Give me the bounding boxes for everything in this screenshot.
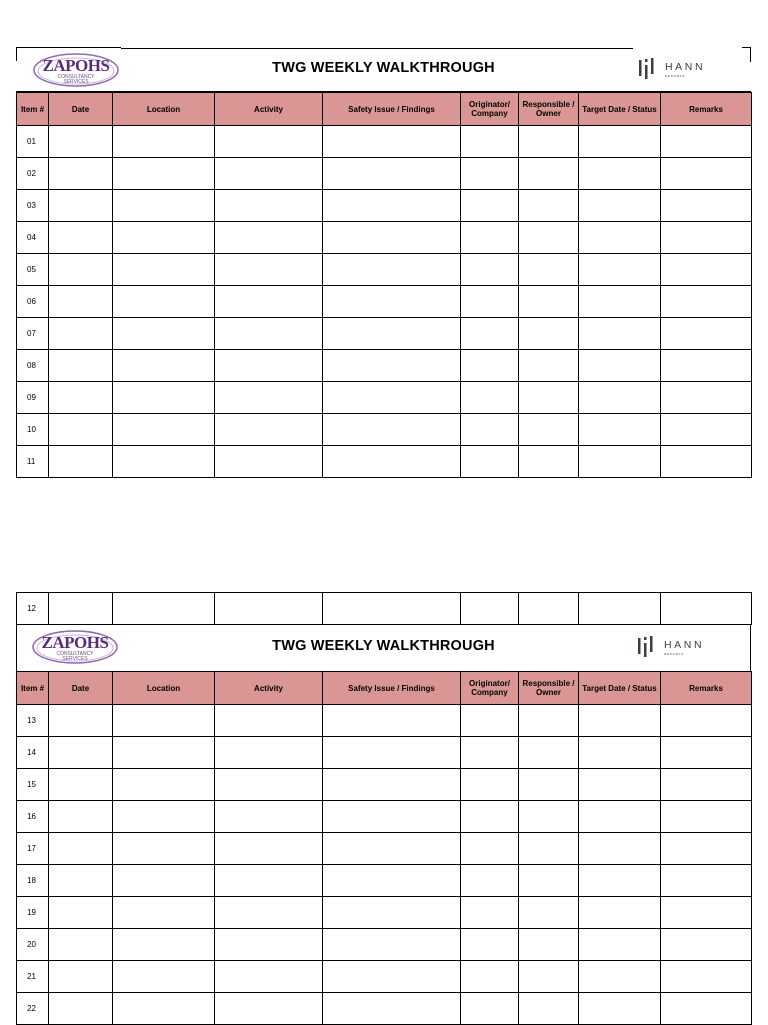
responsible-cell[interactable] <box>519 897 579 929</box>
originator-cell[interactable] <box>461 833 519 865</box>
remarks-cell[interactable] <box>661 705 752 737</box>
originator-cell[interactable] <box>461 865 519 897</box>
safety-issue-cell[interactable] <box>323 769 461 801</box>
target-date-cell[interactable] <box>579 254 661 286</box>
activity-cell[interactable] <box>215 801 323 833</box>
responsible-cell[interactable] <box>519 705 579 737</box>
col-header-responsible: Responsible / Owner <box>519 93 579 126</box>
date-cell[interactable] <box>49 286 113 318</box>
safety-issue-cell[interactable] <box>323 286 461 318</box>
table-row <box>17 705 752 737</box>
hann-mark-icon <box>636 635 660 659</box>
responsible-cell[interactable] <box>519 446 579 478</box>
activity-cell[interactable] <box>215 254 323 286</box>
sheet-title: TWG WEEKLY WALKTHROUGH <box>272 60 495 76</box>
table-row <box>17 158 752 190</box>
col-header-originator: Originator/ Company <box>461 93 519 126</box>
activity-cell[interactable] <box>215 593 323 625</box>
originator-cell[interactable] <box>461 190 519 222</box>
target-date-cell[interactable] <box>579 737 661 769</box>
item-number: 13 <box>17 705 49 737</box>
originator-cell[interactable] <box>461 382 519 414</box>
responsible-cell[interactable] <box>519 801 579 833</box>
safety-issue-cell[interactable] <box>323 190 461 222</box>
location-cell[interactable] <box>113 737 215 769</box>
table-row <box>17 350 752 382</box>
responsible-cell[interactable] <box>519 350 579 382</box>
table-header-row <box>17 672 752 705</box>
item-number: 08 <box>17 350 49 382</box>
location-cell[interactable] <box>113 961 215 993</box>
remarks-cell[interactable] <box>661 769 752 801</box>
responsible-cell[interactable] <box>519 865 579 897</box>
location-cell[interactable] <box>113 446 215 478</box>
location-cell[interactable] <box>113 382 215 414</box>
col-header-item: Item # <box>17 93 49 126</box>
responsible-cell[interactable] <box>519 593 579 625</box>
col-header-activity: Activity <box>215 672 323 705</box>
hann-logo <box>637 57 713 81</box>
originator-cell[interactable] <box>461 593 519 625</box>
activity-cell[interactable] <box>215 190 323 222</box>
col-header-safety-issue: Safety Issue / Findings <box>323 93 461 126</box>
table-row <box>17 961 752 993</box>
responsible-cell[interactable] <box>519 254 579 286</box>
responsible-cell[interactable] <box>519 961 579 993</box>
target-date-cell[interactable] <box>579 705 661 737</box>
item-number: 02 <box>17 158 49 190</box>
item-number: 01 <box>17 126 49 158</box>
activity-cell[interactable] <box>215 382 323 414</box>
col-header-location: Location <box>113 672 215 705</box>
col-header-responsible: Responsible / Owner <box>519 672 579 705</box>
col-header-remarks: Remarks <box>661 672 752 705</box>
target-date-cell[interactable] <box>579 769 661 801</box>
responsible-cell[interactable] <box>519 222 579 254</box>
originator-cell[interactable] <box>461 993 519 1025</box>
hann-logo <box>636 635 712 659</box>
walkthrough-sheet-1 <box>16 47 751 478</box>
originator-cell[interactable] <box>461 737 519 769</box>
col-header-date: Date <box>49 672 113 705</box>
responsible-cell[interactable] <box>519 190 579 222</box>
activity-cell[interactable] <box>215 833 323 865</box>
safety-issue-cell[interactable] <box>323 222 461 254</box>
activity-cell[interactable] <box>215 318 323 350</box>
responsible-cell[interactable] <box>519 833 579 865</box>
originator-cell[interactable] <box>461 897 519 929</box>
remarks-cell[interactable] <box>661 318 752 350</box>
target-date-cell[interactable] <box>579 222 661 254</box>
target-date-cell[interactable] <box>579 801 661 833</box>
hann-logo-subtext: RESORTS <box>664 652 685 656</box>
safety-issue-cell[interactable] <box>323 801 461 833</box>
remarks-cell[interactable] <box>661 158 752 190</box>
location-cell[interactable] <box>113 350 215 382</box>
safety-issue-cell[interactable] <box>323 254 461 286</box>
item-number: 07 <box>17 318 49 350</box>
location-cell[interactable] <box>113 126 215 158</box>
col-header-target-date: Target Date / Status <box>579 93 661 126</box>
date-cell[interactable] <box>49 126 113 158</box>
location-cell[interactable] <box>113 897 215 929</box>
item-number: 19 <box>17 897 49 929</box>
originator-cell[interactable] <box>461 126 519 158</box>
responsible-cell[interactable] <box>519 158 579 190</box>
target-date-cell[interactable] <box>579 158 661 190</box>
date-cell[interactable] <box>49 350 113 382</box>
target-date-cell[interactable] <box>579 446 661 478</box>
location-cell[interactable] <box>113 158 215 190</box>
carryover-table <box>16 592 752 625</box>
activity-cell[interactable] <box>215 446 323 478</box>
safety-issue-cell[interactable] <box>323 446 461 478</box>
activity-cell[interactable] <box>215 961 323 993</box>
responsible-cell[interactable] <box>519 737 579 769</box>
table-header-row <box>17 93 752 126</box>
safety-issue-cell[interactable] <box>323 158 461 190</box>
date-cell[interactable] <box>49 769 113 801</box>
remarks-cell[interactable] <box>661 929 752 961</box>
remarks-cell[interactable] <box>661 446 752 478</box>
activity-cell[interactable] <box>215 897 323 929</box>
responsible-cell[interactable] <box>519 318 579 350</box>
location-cell[interactable] <box>113 993 215 1025</box>
responsible-cell[interactable] <box>519 286 579 318</box>
table-row <box>17 865 752 897</box>
target-date-cell[interactable] <box>579 929 661 961</box>
activity-cell[interactable] <box>215 350 323 382</box>
remarks-cell[interactable] <box>661 833 752 865</box>
activity-cell[interactable] <box>215 769 323 801</box>
activity-cell[interactable] <box>215 126 323 158</box>
date-cell[interactable] <box>49 446 113 478</box>
table-row <box>17 222 752 254</box>
location-cell[interactable] <box>113 254 215 286</box>
remarks-cell[interactable] <box>661 286 752 318</box>
zapohs-sub1: CONSULTANCY <box>57 74 95 80</box>
target-date-cell[interactable] <box>579 833 661 865</box>
originator-cell[interactable] <box>461 801 519 833</box>
sheet-header <box>16 47 751 92</box>
activity-cell[interactable] <box>215 705 323 737</box>
table-row <box>17 769 752 801</box>
frame-corner <box>16 47 17 61</box>
target-date-cell[interactable] <box>579 126 661 158</box>
activity-cell[interactable] <box>215 158 323 190</box>
table-row <box>17 737 752 769</box>
zapohs-sub2: SERVICES <box>63 79 89 85</box>
target-date-cell[interactable] <box>579 865 661 897</box>
date-cell[interactable] <box>49 737 113 769</box>
item-number: 16 <box>17 801 49 833</box>
activity-cell[interactable] <box>215 222 323 254</box>
location-cell[interactable] <box>113 190 215 222</box>
remarks-cell[interactable] <box>661 254 752 286</box>
originator-cell[interactable] <box>461 961 519 993</box>
date-cell[interactable] <box>49 993 113 1025</box>
target-date-cell[interactable] <box>579 190 661 222</box>
location-cell[interactable] <box>113 929 215 961</box>
table-row <box>17 833 752 865</box>
location-cell[interactable] <box>113 593 215 625</box>
col-header-item: Item # <box>17 672 49 705</box>
date-cell[interactable] <box>49 318 113 350</box>
hann-logo-text: HANN <box>664 639 705 651</box>
col-header-date: Date <box>49 93 113 126</box>
zapohs-sub2: SERVICES <box>62 656 88 662</box>
date-cell[interactable] <box>49 897 113 929</box>
walkthrough-table <box>16 92 752 478</box>
item-number: 09 <box>17 382 49 414</box>
originator-cell[interactable] <box>461 446 519 478</box>
responsible-cell[interactable] <box>519 993 579 1025</box>
safety-issue-cell[interactable] <box>323 961 461 993</box>
date-cell[interactable] <box>49 705 113 737</box>
remarks-cell[interactable] <box>661 593 752 625</box>
zapohs-logo-text: ZAPOHS <box>41 633 109 652</box>
date-cell[interactable] <box>49 222 113 254</box>
originator-cell[interactable] <box>461 769 519 801</box>
table-row <box>17 414 752 446</box>
item-number: 05 <box>17 254 49 286</box>
date-cell[interactable] <box>49 190 113 222</box>
location-cell[interactable] <box>113 222 215 254</box>
date-cell[interactable] <box>49 414 113 446</box>
target-date-cell[interactable] <box>579 414 661 446</box>
item-number: 18 <box>17 865 49 897</box>
remarks-cell[interactable] <box>661 961 752 993</box>
originator-cell[interactable] <box>461 158 519 190</box>
remarks-cell[interactable] <box>661 350 752 382</box>
safety-issue-cell[interactable] <box>323 737 461 769</box>
originator-cell[interactable] <box>461 286 519 318</box>
sheet-title: TWG WEEKLY WALKTHROUGH <box>272 638 495 654</box>
item-number: 03 <box>17 190 49 222</box>
remarks-cell[interactable] <box>661 865 752 897</box>
remarks-cell[interactable] <box>661 801 752 833</box>
table-row <box>17 254 752 286</box>
table-row <box>17 318 752 350</box>
responsible-cell[interactable] <box>519 414 579 446</box>
target-date-cell[interactable] <box>579 286 661 318</box>
originator-cell[interactable] <box>461 705 519 737</box>
location-cell[interactable] <box>113 414 215 446</box>
remarks-cell[interactable] <box>661 382 752 414</box>
safety-issue-cell[interactable] <box>323 705 461 737</box>
activity-cell[interactable] <box>215 865 323 897</box>
item-number: 20 <box>17 929 49 961</box>
remarks-cell[interactable] <box>661 993 752 1025</box>
originator-cell[interactable] <box>461 222 519 254</box>
table-row <box>17 286 752 318</box>
table-row <box>17 993 752 1025</box>
date-cell[interactable] <box>49 158 113 190</box>
item-number: 11 <box>17 446 49 478</box>
item-number: 15 <box>17 769 49 801</box>
hann-mark-icon <box>637 57 661 81</box>
col-header-target-date: Target Date / Status <box>579 672 661 705</box>
table-row <box>17 801 752 833</box>
originator-cell[interactable] <box>461 350 519 382</box>
safety-issue-cell[interactable] <box>323 126 461 158</box>
item-number: 06 <box>17 286 49 318</box>
col-header-originator: Originator/ Company <box>461 672 519 705</box>
activity-cell[interactable] <box>215 286 323 318</box>
remarks-cell[interactable] <box>661 190 752 222</box>
safety-issue-cell[interactable] <box>323 593 461 625</box>
location-cell[interactable] <box>113 801 215 833</box>
safety-issue-cell[interactable] <box>323 382 461 414</box>
activity-cell[interactable] <box>215 993 323 1025</box>
zapohs-logo-subtext <box>32 75 120 85</box>
col-header-activity: Activity <box>215 93 323 126</box>
location-cell[interactable] <box>113 286 215 318</box>
originator-cell[interactable] <box>461 414 519 446</box>
item-number: 21 <box>17 961 49 993</box>
responsible-cell[interactable] <box>519 929 579 961</box>
safety-issue-cell[interactable] <box>323 414 461 446</box>
table-row <box>17 929 752 961</box>
remarks-cell[interactable] <box>661 222 752 254</box>
item-number: 12 <box>17 593 49 625</box>
table-row <box>17 593 752 625</box>
zapohs-sub1: CONSULTANCY <box>56 651 94 657</box>
walkthrough-sheet-2 <box>16 592 751 1025</box>
safety-issue-cell[interactable] <box>323 929 461 961</box>
originator-cell[interactable] <box>461 318 519 350</box>
zapohs-logo-text: ZAPOHS <box>42 56 110 75</box>
safety-issue-cell[interactable] <box>323 865 461 897</box>
date-cell[interactable] <box>49 254 113 286</box>
activity-cell[interactable] <box>215 414 323 446</box>
target-date-cell[interactable] <box>579 593 661 625</box>
responsible-cell[interactable] <box>519 126 579 158</box>
target-date-cell[interactable] <box>579 961 661 993</box>
safety-issue-cell[interactable] <box>323 833 461 865</box>
activity-cell[interactable] <box>215 929 323 961</box>
safety-issue-cell[interactable] <box>323 993 461 1025</box>
item-number: 10 <box>17 414 49 446</box>
table-row <box>17 382 752 414</box>
responsible-cell[interactable] <box>519 382 579 414</box>
item-number: 22 <box>17 993 49 1025</box>
safety-issue-cell[interactable] <box>323 897 461 929</box>
responsible-cell[interactable] <box>519 769 579 801</box>
table-row <box>17 897 752 929</box>
originator-cell[interactable] <box>461 254 519 286</box>
remarks-cell[interactable] <box>661 414 752 446</box>
table-row <box>17 446 752 478</box>
remarks-cell[interactable] <box>661 897 752 929</box>
hann-logo-text: HANN <box>665 61 706 73</box>
item-number: 17 <box>17 833 49 865</box>
target-date-cell[interactable] <box>579 318 661 350</box>
remarks-cell[interactable] <box>661 737 752 769</box>
item-number: 14 <box>17 737 49 769</box>
date-cell[interactable] <box>49 593 113 625</box>
activity-cell[interactable] <box>215 737 323 769</box>
safety-issue-cell[interactable] <box>323 350 461 382</box>
date-cell[interactable] <box>49 801 113 833</box>
item-number: 04 <box>17 222 49 254</box>
location-cell[interactable] <box>113 705 215 737</box>
col-header-safety-issue: Safety Issue / Findings <box>323 672 461 705</box>
originator-cell[interactable] <box>461 929 519 961</box>
target-date-cell[interactable] <box>579 993 661 1025</box>
walkthrough-table <box>16 671 752 1025</box>
date-cell[interactable] <box>49 865 113 897</box>
table-row <box>17 190 752 222</box>
location-cell[interactable] <box>113 833 215 865</box>
target-date-cell[interactable] <box>579 350 661 382</box>
hann-logo-subtext: RESORTS <box>665 74 686 78</box>
col-header-location: Location <box>113 93 215 126</box>
safety-issue-cell[interactable] <box>323 318 461 350</box>
date-cell[interactable] <box>49 929 113 961</box>
table-row <box>17 126 752 158</box>
location-cell[interactable] <box>113 865 215 897</box>
target-date-cell[interactable] <box>579 897 661 929</box>
date-cell[interactable] <box>49 961 113 993</box>
date-cell[interactable] <box>49 382 113 414</box>
sheet-header <box>16 625 751 671</box>
location-cell[interactable] <box>113 769 215 801</box>
location-cell[interactable] <box>113 318 215 350</box>
target-date-cell[interactable] <box>579 382 661 414</box>
remarks-cell[interactable] <box>661 126 752 158</box>
date-cell[interactable] <box>49 833 113 865</box>
col-header-remarks: Remarks <box>661 93 752 126</box>
